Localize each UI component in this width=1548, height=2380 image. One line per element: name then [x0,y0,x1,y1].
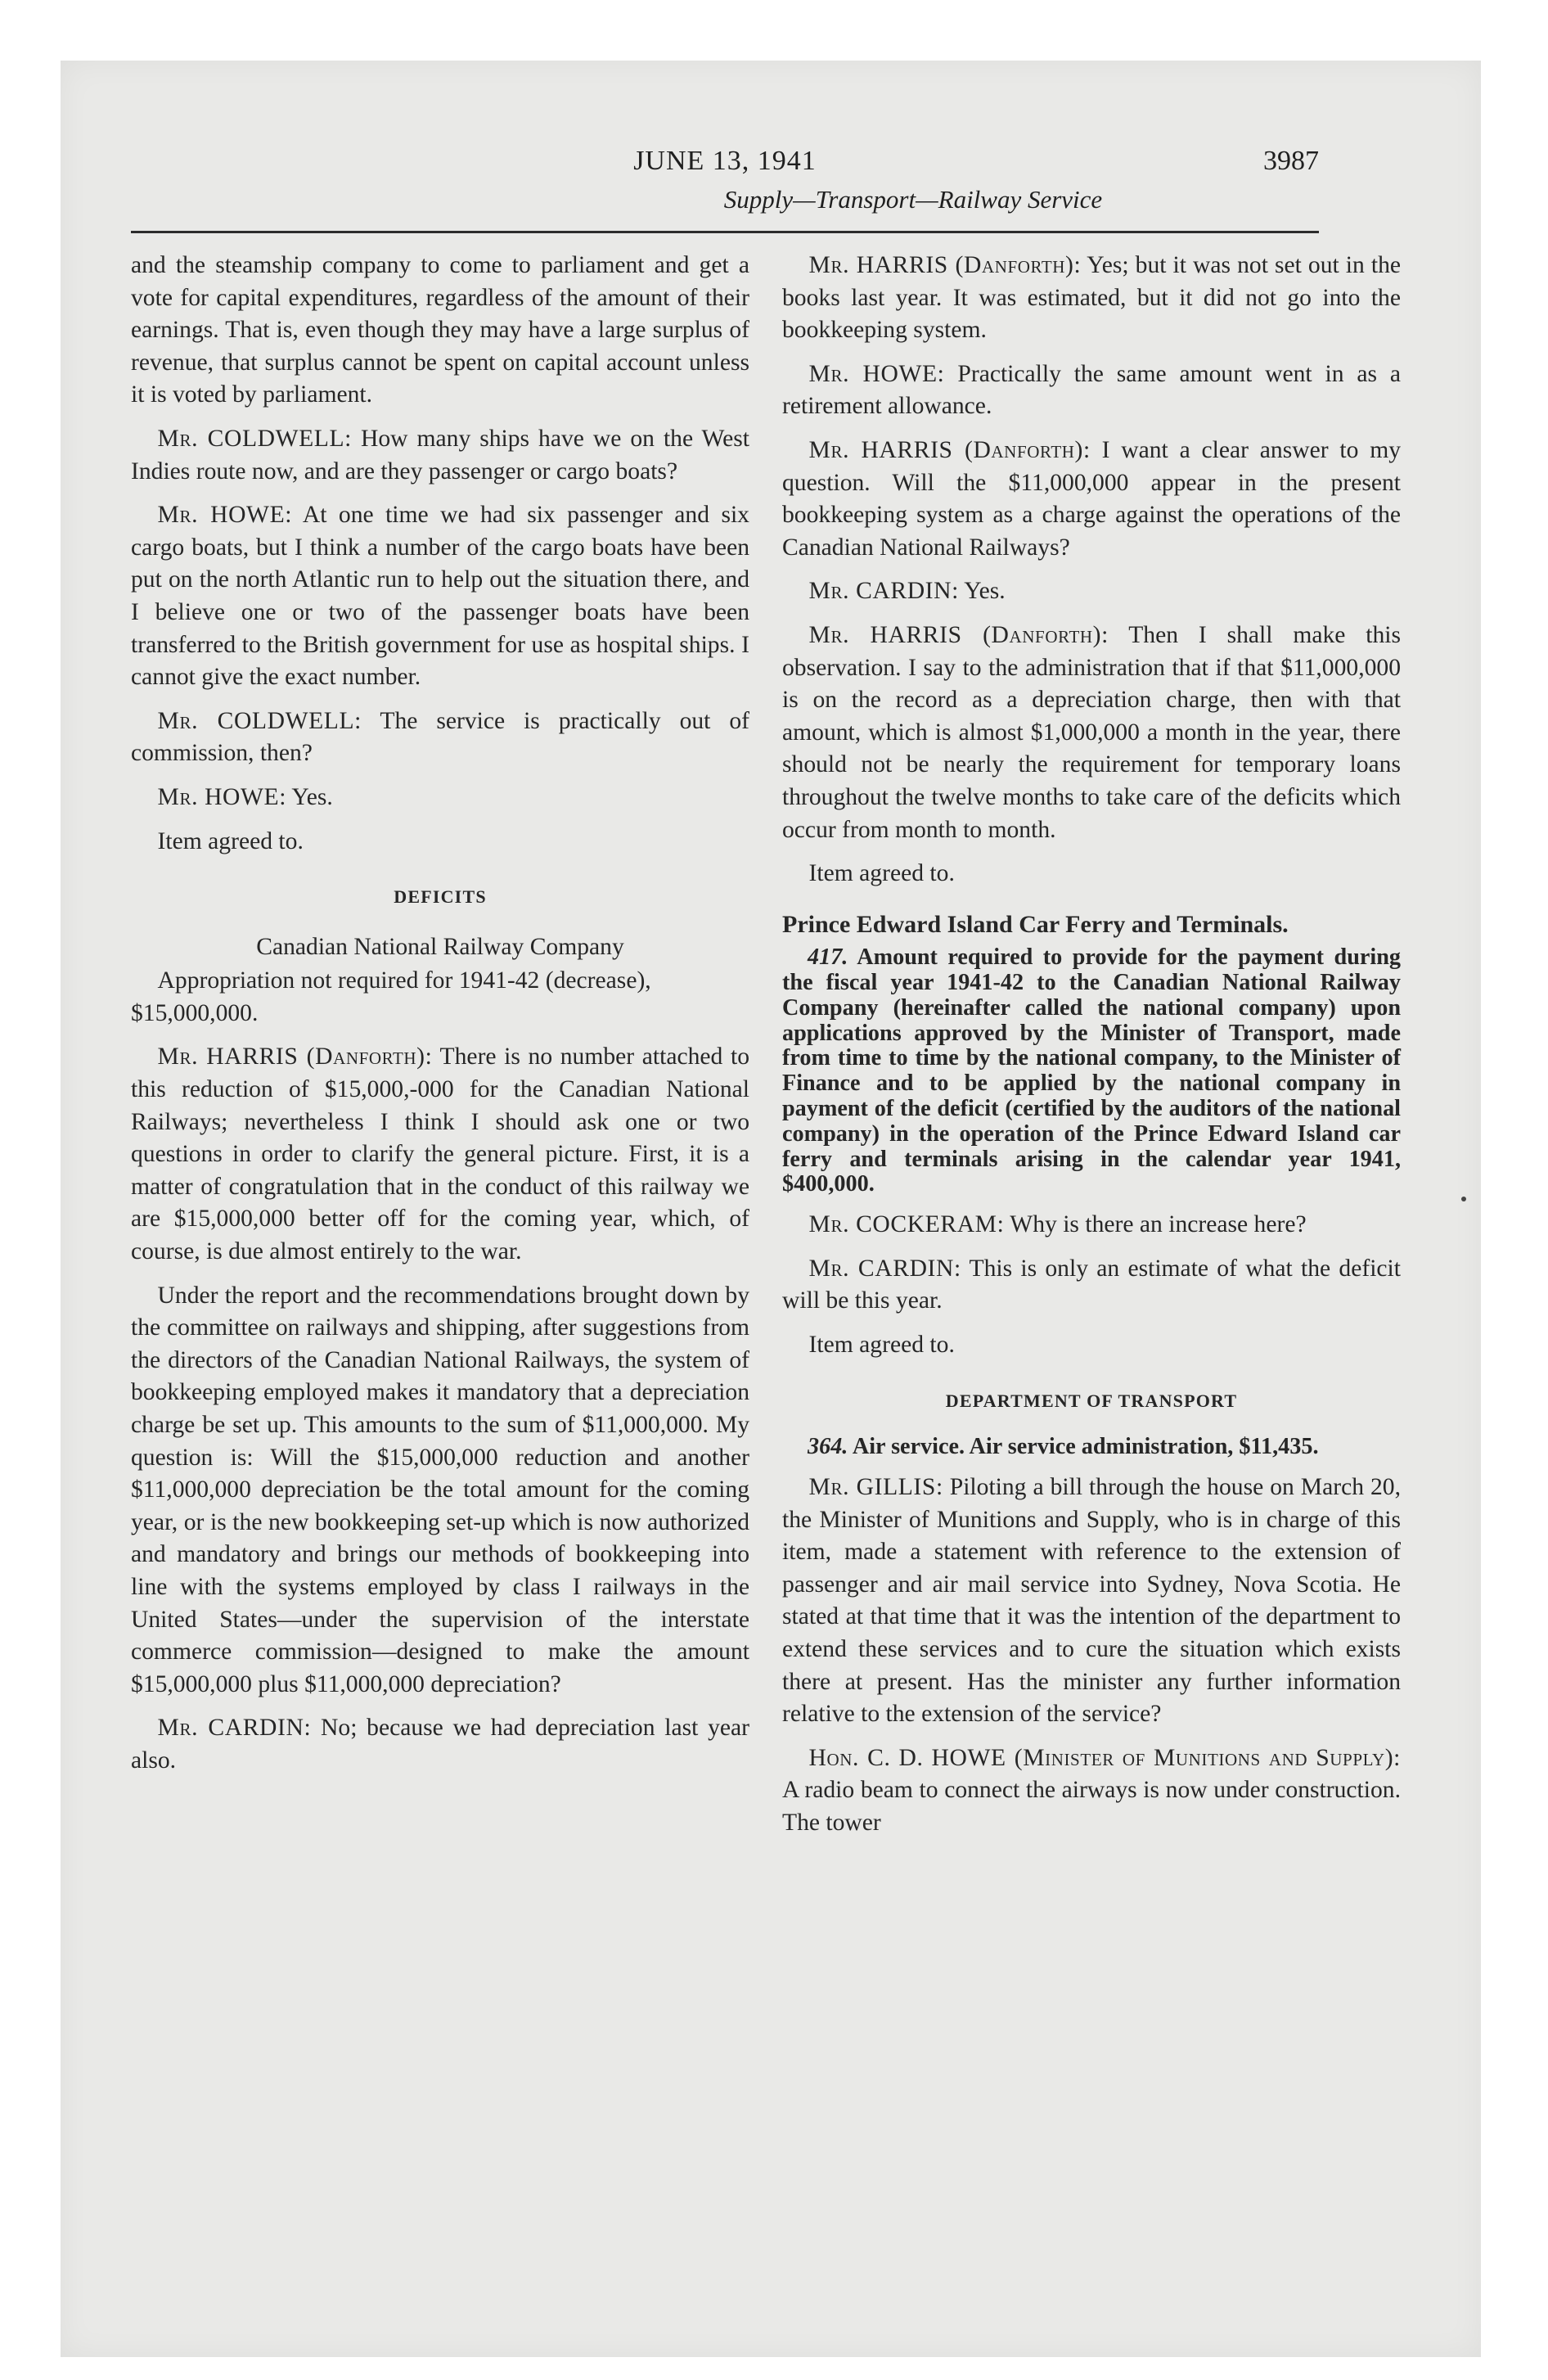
speech [131,705,749,770]
speech-text: I want a clear answer to my question. Will the $11,000,000 appear in the present bookkeeping system as a charge against the operations of the Canadian National Railways? [782,436,1402,561]
right-column [782,250,1401,1851]
appropriation-note: Appropriation not required for 1941-42 (decrease), $15,000,000. [131,967,651,1026]
section-heading: DEPARTMENT OF TRANSPORT [945,1390,1238,1411]
speech-text: Then I shall make this observation. I say to the administration that if that $11,000,000 is on the record as a depreciation charge, then with that amount, which is almost $1,000,000 a month in the year, there should not be nearly the requirement for temporary loans throughout the twelve months to take care of the deficits which occur from month to month. [782,621,1402,843]
speech [782,575,1401,608]
speaker: Mr. HOWE: [157,783,287,810]
speaker: Mr. HARRIS (Danforth): [808,252,1082,278]
company-name: Canadian National Railway Company [256,933,624,960]
speech [131,499,749,694]
speech [782,1209,1401,1242]
speaker: Mr. CARDIN: [808,578,959,605]
speech [782,1472,1401,1731]
speech [131,1712,749,1777]
speaker: Mr. HARRIS (Danforth): [157,1044,433,1071]
speaker: Mr. HOWE: [157,502,293,529]
speech [782,358,1401,423]
speech-text: No; because we had depreciation last year also. [131,1715,749,1774]
speech [782,620,1401,846]
speech-text: Why is there an increase here? [1004,1211,1307,1238]
speech-text: The service is practically out of commission, then? [131,707,749,767]
vote-number: 417. [808,944,848,971]
speaker: Mr. HARRIS (Danforth): [808,621,1109,648]
paragraph: and the steamship company to come to parliament and get a vote for capital expenditures, regardless of the amount of their earnings. That is, even though they may have a large surplus of revenue, that surplus cannot be spent on capital account unless it is voted by parliament. [131,252,749,408]
estimate-text: Air service. Air service administration, $11,435. [848,1434,1319,1460]
header-rule [131,231,1319,233]
speech-text: A radio beam to connect the airways is now under construction. The tower [782,1777,1401,1836]
speaker: Hon. C. D. HOWE (Minister of Munitions and Supply): [808,1744,1401,1771]
speech-text: Yes. [286,783,333,810]
speech [131,782,749,814]
speech-text: How many ships have we on the West Indies route now, and are they passenger or cargo boats? [131,425,749,485]
speech-text: Yes. [958,578,1006,605]
estimate-text: Amount required to provide for the payment during the fiscal year 1941-42 to the Canadian National Railway Company (hereinafter called the national company) upon applications approved by the Minister of Transport, made from time to time by the national company, to the Minister of Finance and to be applied by the national company in payment of the deficit (certified by the auditors of the national company) in the operation of the Prince Edward Island car ferry and terminals arising in the calendar year 1941, $400,000. [782,944,1401,1197]
left-column [131,250,749,1789]
speaker: Mr. GILLIS: [808,1474,943,1501]
speech [131,423,749,488]
header-date: JUNE 13, 1941 [633,146,817,176]
speech-text: At one time we had six passenger and six cargo boats, but I think a number of the cargo boats have been put on the north Atlantic run to help out the situation there, and I believe one or two of the passenger boats have been transferred to the British government for use as hospital ships. I cannot give the exact number. [131,502,749,691]
estimate-item [782,945,1401,1197]
speaker: Mr. HARRIS (Danforth): [808,436,1091,463]
speech [782,1742,1401,1840]
section-heading: DEFICITS [394,886,487,908]
speaker: Mr. CARDIN: [157,1715,312,1742]
speaker: Mr. COLDWELL: [157,707,362,734]
speaker: Mr. HOWE: [808,360,945,387]
speech-text: Yes; but it was not set out in the books last year. It was estimated, but it did not go into the bookkeeping system. [782,252,1402,344]
speech-text: This is only an estimate of what the deficit will be this year. [782,1255,1401,1314]
vote-title: Prince Edward Island Car Ferry and Terminals. [782,910,1289,938]
scan-speck [1461,1197,1466,1201]
header-subtitle: Supply—Transport—Railway Service [723,185,1103,214]
page-number: 3987 [1263,146,1319,176]
estimate-item [782,1435,1401,1460]
speech [782,1253,1401,1318]
speaker: Mr. COCKERAM: [808,1211,1005,1238]
speech-text: There is no number attached to this reduction of $15,000,-000 for the Canadian National Railways; nevertheless I think I should ask one or two questions in order to clarify the general picture. First, it is a matter of congratulation that in the conduct of this railway we are $15,000,000 better off for the coming year, which, of course, is due almost entirely to the war. [131,1044,750,1265]
item-agreed: Item agreed to. [808,1332,955,1359]
speech [782,250,1401,347]
speech [131,1041,749,1268]
speaker: Mr. CARDIN: [808,1255,961,1282]
page-header [131,146,1319,231]
speech [782,435,1401,564]
speaker: Mr. COLDWELL: [157,425,352,452]
paragraph: Under the report and the recommendations brought down by the committee on railways and shipping, after suggestions from the directors of the Canadian National Railways, the system of bookkeeping employed makes it mandatory that a depreciation charge be set up. This amounts to the sum of $11,000,000. My question is: Will the $15,000,000 reduction and another $11,000,000 depreciation be the total amount for the coming year, or is the new bookkeeping set-up which is now authorized and mandatory and brings our methods of bookkeeping into line with the systems employed by class I railways in the United States—under the supervision of the interstate commerce commission—designed to make the amount $15,000,000 plus $11,000,000 depreciation? [131,1282,749,1697]
speech-text: Practically the same amount went in as a retirement allowance. [782,360,1401,420]
vote-number: 364. [808,1434,848,1460]
item-agreed: Item agreed to. [808,860,955,887]
item-agreed: Item agreed to. [157,827,304,854]
speech-text: Piloting a bill through the house on March 20, the Minister of Munitions and Supply, who is in charge of this item, made a statement with reference to the extension of passenger and air mail service into Sydney, Nova Scotia. He stated at that time that it was the intention of the department to extend these services and to cure the situation which exists there at present. Has the minister any further information relative to the extension of the service? [782,1474,1401,1728]
